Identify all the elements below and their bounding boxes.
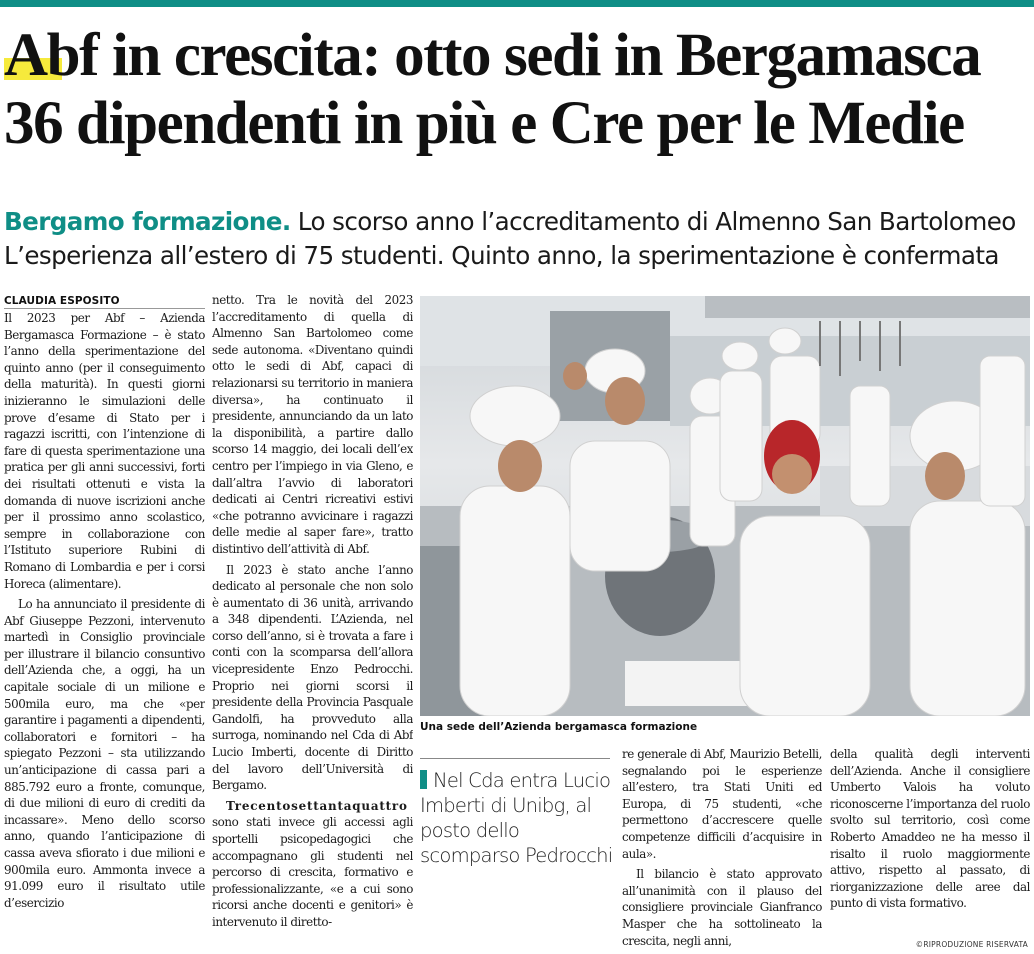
- paragraph: Il bilancio è stato approvato all’unanimità con il plauso del consigliere provinciale Gianfranco Masper che ha sottolineato la crescita, negli anni,: [622, 867, 822, 948]
- subheadline: [4, 205, 1034, 273]
- paragraph: re generale di Abf, Maurizio Betelli, segnalando poi le esperienze all’estero, tra Stati Uniti ed Europa, di 75 studenti, «che permettono d’accrescere quelle competenze difficili d’acquisire in aula».: [622, 747, 822, 861]
- pullquote: [420, 768, 616, 868]
- body-column-3: [622, 746, 822, 954]
- paragraph: Il 2023 è stato anche l’anno dedicato al personale che non solo è aumentato di 36 unità, arrivando a 348 dipendenti. L’Azienda, nel corso dell’anno, si è trovata a fare i conti con la scomparsa dell’allora vicepresidente Enzo Pedrocchi. Proprio nei giorni scorsi il presidente della Provincia Pasquale Gandolfi, ha provveduto alla surroga, nominando nel Cda di Abf Lucio Imberti, docente di Diritto del lavoro dell’Università di Bergamo.: [212, 562, 413, 793]
- subhead-kicker: Bergamo formazione.: [4, 207, 291, 236]
- subhead-line-2: L’esperienza all’estero di 75 studenti. Quinto anno, la sperimentazione è confermata: [4, 241, 999, 270]
- headline-line-1: Abf in crescita: otto sedi in Bergamasca: [4, 22, 981, 89]
- lead-word: Trecentosettantaquattro: [226, 798, 408, 813]
- article-photo: [420, 296, 1030, 716]
- pullquote-accent-bar: [420, 770, 427, 789]
- pullquote-rule: [420, 758, 610, 759]
- paragraph: della qualità degli interventi dell’Azienda. Anche il consigliere Umberto Valois ha voluto riconoscerne l’importanza del ruolo svolto sul territorio, così come Roberto Amaddeo ne ha messo il risalto il ruolo maggiormente attivo, rispetto al passato, di riorganizzazione delle aree dal punto di vista formativo.: [830, 747, 1030, 911]
- paragraph: netto. Tra le novità del 2023 l’accreditamento di quella di Almenno San Bartolomeo come sede autonoma. «Diventano quindi otto le sedi di Abf, capaci di relazionarsi su territorio in maniera diversa», ha continuato il presidente, annunciando da un lato la disponibilità, a partire dallo scorso 14 maggio, dei locali dell’ex centro per l’impiego in via Gleno, e dall’altra l’avvio di laboratori dedicati ai Centri ricreativi estivi «che potranno avvicinare i ragazzi delle medie al saper fare», tratto distintivo dell’attività di Abf.: [212, 293, 413, 556]
- pullquote-text: Nel Cda entra Lucio Imberti di Unibg, al posto dello scomparso Pedrocchi: [420, 769, 613, 867]
- body-column-1: [4, 310, 205, 954]
- body-column-4: [830, 746, 1030, 954]
- top-accent-rule: [0, 0, 1034, 7]
- body-column-2: [212, 292, 413, 954]
- photo-caption: Una sede dell’Azienda bergamasca formazione: [420, 721, 698, 733]
- kitchen-photo-illustration: [420, 296, 1030, 716]
- paragraph: Il 2023 per Abf – Azienda Bergamasca Formazione – è stato l’anno della sperimentazione del quinto anno (per il conseguimento della maturità). In questi giorni inizieranno le simulazioni delle prove d’esame di Stato per i ragazzi iscritti, con l’intenzione di fare di questa sperimentazione una pratica per gli anni successivi, forti dei risultati ottenuti e vista la domanda di nuove iscrizioni anche per il prossimo anno scolastico, sempre in collaborazione con l’Istituto superiore Rubini di Romano di Lombardia e per i corsi Horeca (alimentare).: [4, 311, 205, 591]
- paragraph: Lo ha annunciato il presidente di Abf Giuseppe Pezzoni, intervenuto martedì in Consiglio provinciale per illustrare il bilancio consuntivo dell’Azienda che, a oggi, ha un capitale sociale di un milione e 500mila euro, ma che «per garantire i pagamenti a dipendenti, collaboratori e fornitori – ha spiegato Pezzoni – sta utilizzando un’anticipazione di cassa pari a 885.792 euro a fronte, comunque, di due milioni di euro di crediti da incassare». Meno dello scorso anno, quando l’anticipazione di cassa aveva sfiorato i due milioni e 900mila euro. Ammonta invece a 91.099 euro il risultato utile d’esercizio: [4, 597, 205, 910]
- headline: [4, 22, 1034, 158]
- byline-rule: [4, 308, 205, 309]
- paragraph-text: sono stati invece gli accessi agli sportelli psicopedagogici che accompagnano gli studenti nel percorso di crescita, formativo e professionalizzante, «e a cui sono ricorsi anche docenti e genitori» è intervenuto il diretto-: [212, 815, 413, 929]
- byline: CLAUDIA ESPOSITO: [4, 295, 120, 307]
- subhead-line-1: Lo scorso anno l’accreditamento di Almenno San Bartolomeo: [290, 207, 1016, 236]
- headline-line-2: 36 dipendenti in più e Cre per le Medie: [4, 90, 964, 157]
- copyright-notice: ©RIPRODUZIONE RISERVATA: [915, 940, 1028, 949]
- paragraph: [212, 798, 413, 931]
